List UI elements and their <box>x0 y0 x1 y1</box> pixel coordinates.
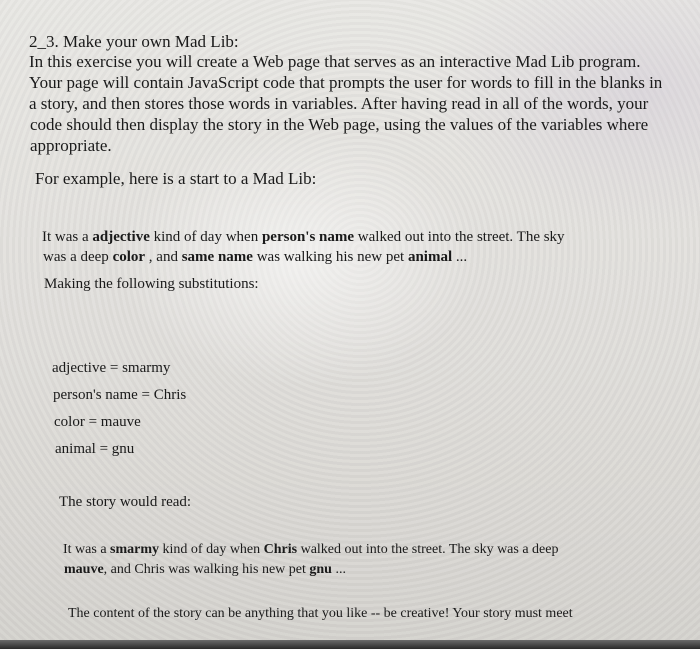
word-smarmy: smarmy <box>110 542 160 557</box>
intro-line-5: appropriate. <box>30 136 112 155</box>
exercise-title: 2_3. Make your own Mad Lib: <box>29 32 239 51</box>
substitution-person-name: person's name = Chris <box>53 387 187 403</box>
word-chris: Chris <box>263 542 298 557</box>
substitution-color: color = mauve <box>54 414 141 430</box>
blank-person-name: person's name <box>261 229 355 245</box>
substitution-animal: animal = gnu <box>55 441 135 457</box>
word-mauve: mauve <box>64 562 104 577</box>
word-gnu: gnu <box>309 562 332 577</box>
result-story-line-2: mauve, and Chris was walking his new pet gnu ... <box>64 562 346 577</box>
blank-animal: animal <box>407 249 453 265</box>
blank-color: color <box>112 249 146 265</box>
blank-adjective: adjective <box>92 229 150 245</box>
closing-line: The content of the story can be anything that you like -- be creative! Your story must meet <box>68 606 573 621</box>
intro-line-1: In this exercise you will create a Web page that serves as an interactive Mad Lib program. <box>29 52 641 71</box>
substitution-adjective: adjective = smarmy <box>52 360 171 376</box>
page-bottom-edge <box>0 640 700 649</box>
template-story-line-2: was a deep color , and same name was walking his new pet animal ... <box>43 249 468 265</box>
example-intro: For example, here is a start to a Mad Lib: <box>35 169 317 188</box>
template-story-line-1: It was a adjective kind of day when person's name walked out into the street. The sky <box>42 229 565 245</box>
intro-line-3: a story, and then stores those words in variables. After having read in all of the words, your <box>29 94 649 113</box>
substitutions-heading: Making the following substitutions: <box>44 276 259 292</box>
result-story-line-1: It was a smarmy kind of day when Chris walked out into the street. The sky was a deep <box>63 542 559 557</box>
intro-line-4: code should then display the story in the Web page, using the values of the variables where <box>30 115 649 134</box>
story-heading: The story would read: <box>59 494 192 510</box>
intro-line-2: Your page will contain JavaScript code that prompts the user for words to fill in the blanks in <box>29 73 663 92</box>
blank-same-name: same name <box>181 249 253 265</box>
